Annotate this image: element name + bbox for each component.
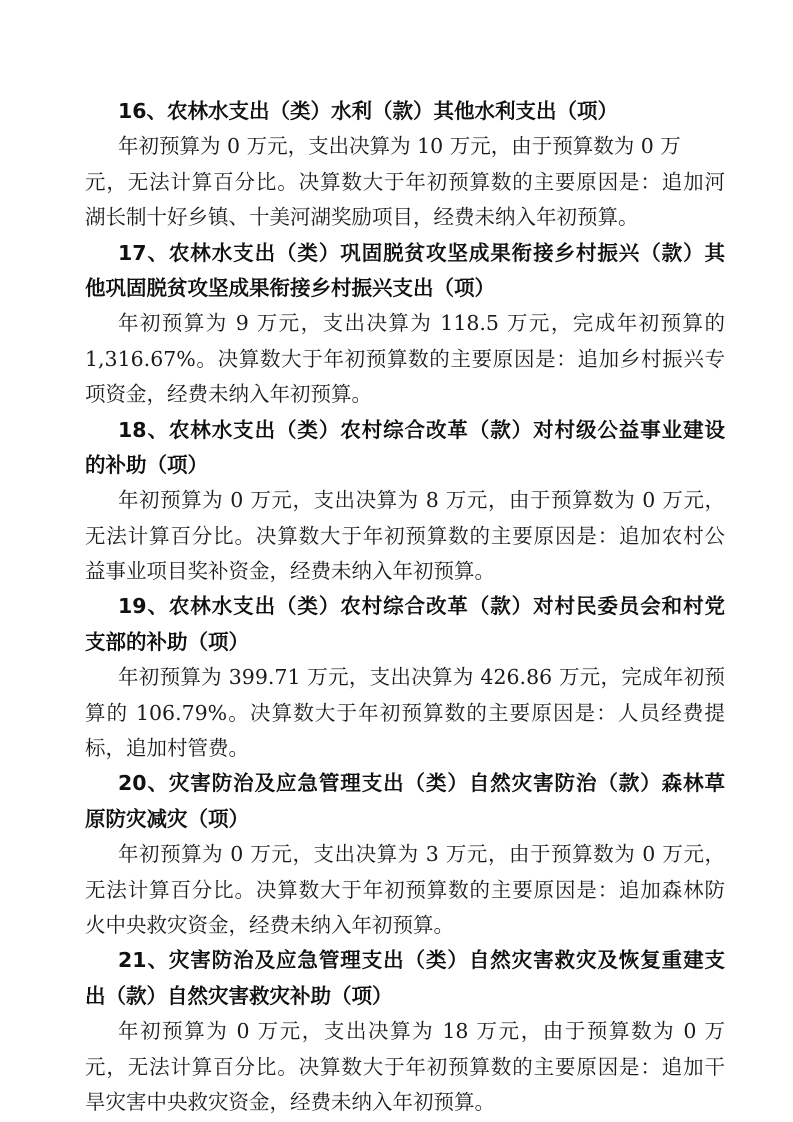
section-17	[85, 236, 725, 413]
paragraph-line: 算的 106.79%。决算数大于年初预算数的主要原因是：人员经费提	[85, 700, 725, 725]
section-20	[85, 766, 725, 943]
section-heading: 出（款）自然灾害救灾补助（项）	[85, 983, 393, 1008]
paragraph-line: 元，无法计算百分比。决算数大于年初预算数的主要原因是：追加干	[85, 1054, 725, 1079]
paragraph-line: 旱灾害中央救灾资金，经费未纳入年初预算。	[85, 1089, 495, 1114]
section-21	[85, 943, 725, 1120]
paragraph-line: 标，追加村管费。	[85, 736, 249, 761]
section-18	[85, 413, 725, 590]
section-heading: 的补助（项）	[85, 452, 208, 477]
section-heading: 他巩固脱贫攻坚成果衔接乡村振兴支出（项）	[85, 275, 495, 300]
document-body	[85, 94, 725, 1120]
section-heading: 支部的补助（项）	[85, 629, 249, 654]
paragraph-line: 项资金，经费未纳入年初预算。	[85, 382, 372, 407]
paragraph-line: 无法计算百分比。决算数大于年初预算数的主要原因是：追加农村公	[85, 523, 725, 548]
paragraph-line: 益事业项目奖补资金，经费未纳入年初预算。	[85, 559, 495, 584]
paragraph-line: 元，无法计算百分比。决算数大于年初预算数的主要原因是：追加河	[85, 169, 725, 194]
section-heading: 19、农林水支出（类）农村综合改革（款）对村民委员会和村党	[118, 594, 725, 619]
section-heading: 17、农林水支出（类）巩固脱贫攻坚成果衔接乡村振兴（款）其	[118, 240, 725, 265]
section-heading: 20、灾害防治及应急管理支出（类）自然灾害防治（款）森林草	[118, 771, 725, 796]
paragraph-line: 年初预算为 0 万元，支出决算为 3 万元，由于预算数为 0 万元，	[118, 842, 725, 867]
paragraph-line: 1,316.67%。决算数大于年初预算数的主要原因是：追加乡村振兴专	[85, 346, 725, 371]
paragraph-line: 年初预算为 0 万元，支出决算为 10 万元，由于预算数为 0 万	[118, 134, 681, 159]
section-heading: 18、农林水支出（类）农村综合改革（款）对村级公益事业建设	[118, 417, 725, 442]
section-19	[85, 589, 725, 766]
paragraph-line: 年初预算为 0 万元，支出决算为 18 万元，由于预算数为 0 万	[118, 1019, 725, 1044]
section-heading: 原防灾减灾（项）	[85, 806, 249, 831]
paragraph-line: 湖长制十好乡镇、十美河湖奖励项目，经费未纳入年初预算。	[85, 205, 639, 230]
paragraph-line: 无法计算百分比。决算数大于年初预算数的主要原因是：追加森林防	[85, 877, 725, 902]
section-heading: 21、灾害防治及应急管理支出（类）自然灾害救灾及恢复重建支	[118, 948, 725, 973]
paragraph-line: 年初预算为 0 万元，支出决算为 8 万元，由于预算数为 0 万元，	[118, 488, 725, 513]
section-heading: 16、农林水支出（类）水利（款）其他水利支出（项）	[118, 99, 619, 123]
paragraph-line: 年初预算为 9 万元，支出决算为 118.5 万元，完成年初预算的	[118, 311, 725, 336]
paragraph-line: 火中央救灾资金，经费未纳入年初预算。	[85, 912, 454, 937]
section-16	[85, 94, 725, 236]
paragraph-line: 年初预算为 399.71 万元，支出决算为 426.86 万元，完成年初预	[118, 665, 725, 690]
